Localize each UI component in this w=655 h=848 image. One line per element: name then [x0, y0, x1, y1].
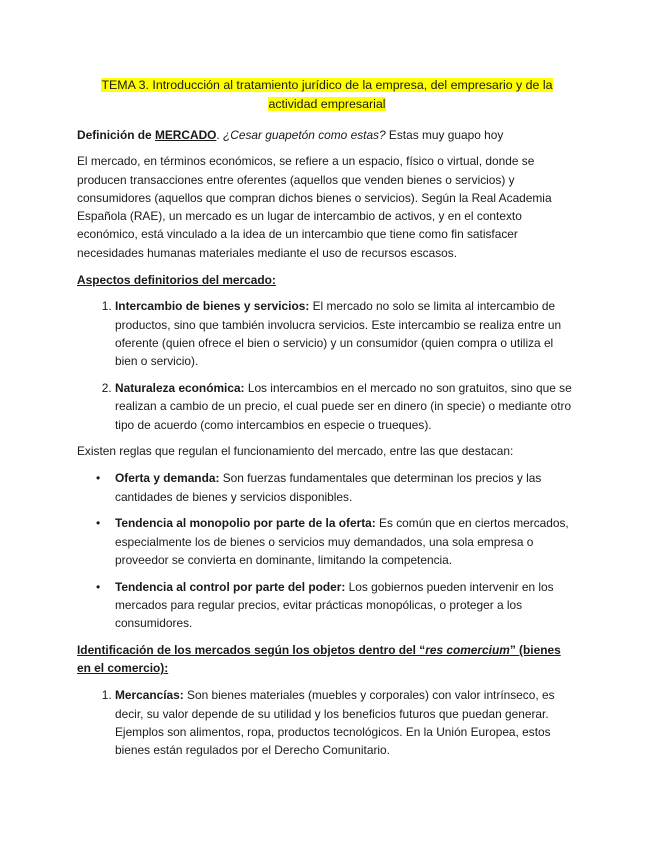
title-highlight: TEMA 3. Introducción al tratamiento jurídico de la empresa, del empresario y de la actividad empresarial [101, 78, 553, 111]
definition-italic: ¿Cesar guapetón como estas? [223, 128, 386, 142]
aspects-heading: Aspectos definitorios del mercado: [77, 272, 276, 287]
rule-text: Los gobiernos pueden intervenir en los mercados para regular precios, evitar prácticas monopólicas, o proteger a los consumidores. [115, 579, 554, 631]
definition-line [77, 126, 577, 144]
aspect-term: Intercambio de bienes y servicios: [115, 299, 310, 314]
rule-text: Son fuerzas fundamentales que determinan los precios y las cantidades de bienes y servicios disponibles. [115, 471, 542, 504]
aspect-text: Los intercambios en el mercado no son gratuitos, sino que se realizan a cambio de un precio, el cual puede ser en dinero (in specie) o mediante otro tipo de acuerdo (como intercambios en especie o trueques). [115, 381, 572, 432]
identification-term: Mercancías: [115, 688, 184, 703]
identification-heading [77, 641, 577, 678]
identification-heading-italic: res comercium [425, 643, 510, 658]
aspect-item-1 [115, 297, 577, 370]
rule-term: Tendencia al monopolio por parte de la oferta: [115, 516, 376, 531]
document-title [77, 76, 577, 113]
rule-term: Tendencia al control por parte del poder: [115, 579, 346, 594]
identification-heading-post: ” (bienes en el comercio): [77, 643, 561, 676]
rule-term: Oferta y demanda: [115, 471, 220, 486]
aspect-item-2 [115, 379, 577, 434]
rule-item-3 [115, 578, 577, 633]
identification-list [77, 686, 577, 759]
rules-list [77, 469, 577, 632]
definition-dot: . [216, 128, 224, 142]
definition-term: MERCADO [154, 128, 217, 142]
aspect-text: El mercado no solo se limita al intercambio de productos, sino que también involucra servicios. Este intercambio se realiza entre un oferente (quien ofrece el bien o servicio) y un consumidor (quien compra o utiliza el bien o servicio). [115, 299, 562, 369]
intro-paragraph: El mercado, en términos económicos, se refiere a un espacio, físico o virtual, donde se producen transacciones entre oferentes (aquellos que venden bienes o servicios) y consumidores (aquellos que compran dichos bienes o servicios). Según la Real Academia Española (RAE), un mercado es un lugar de intercambio de activos, y en el contexto económico, está vinculado a la idea de un intercambio que tiene como fin satisfacer necesidades humanas materiales mediante el uso de recursos escasos. [77, 154, 552, 260]
rules-intro: Existen reglas que regulan el funcionamiento del mercado, entre las que destacan: [77, 444, 514, 459]
identification-item-1 [115, 686, 577, 759]
definition-label: Definición de [77, 128, 155, 142]
aspect-term: Naturaleza económica: [115, 381, 245, 396]
rule-item-1 [115, 469, 577, 506]
rule-text: Es común que en ciertos mercados, especialmente los de bienes o servicios muy demandados, una sola empresa o proveedor se convierta en dominante, limitando la competencia. [115, 516, 569, 567]
identification-heading-pre: Identificación de los mercados según los objetos dentro del “ [77, 643, 426, 658]
identification-text: Son bienes materiales (muebles y corporales) con valor intrínseco, es decir, su valor depende de su utilidad y los beneficios futuros que puedan generar. Ejemplos son alimentos, ropa, productos tecnológicos. En la Unión Europea, estos bienes están regulados por el Derecho Comunitario. [115, 688, 555, 758]
rule-item-2 [115, 514, 577, 569]
definition-rest: Estas muy guapo hoy [385, 128, 504, 142]
aspects-list [77, 297, 577, 434]
